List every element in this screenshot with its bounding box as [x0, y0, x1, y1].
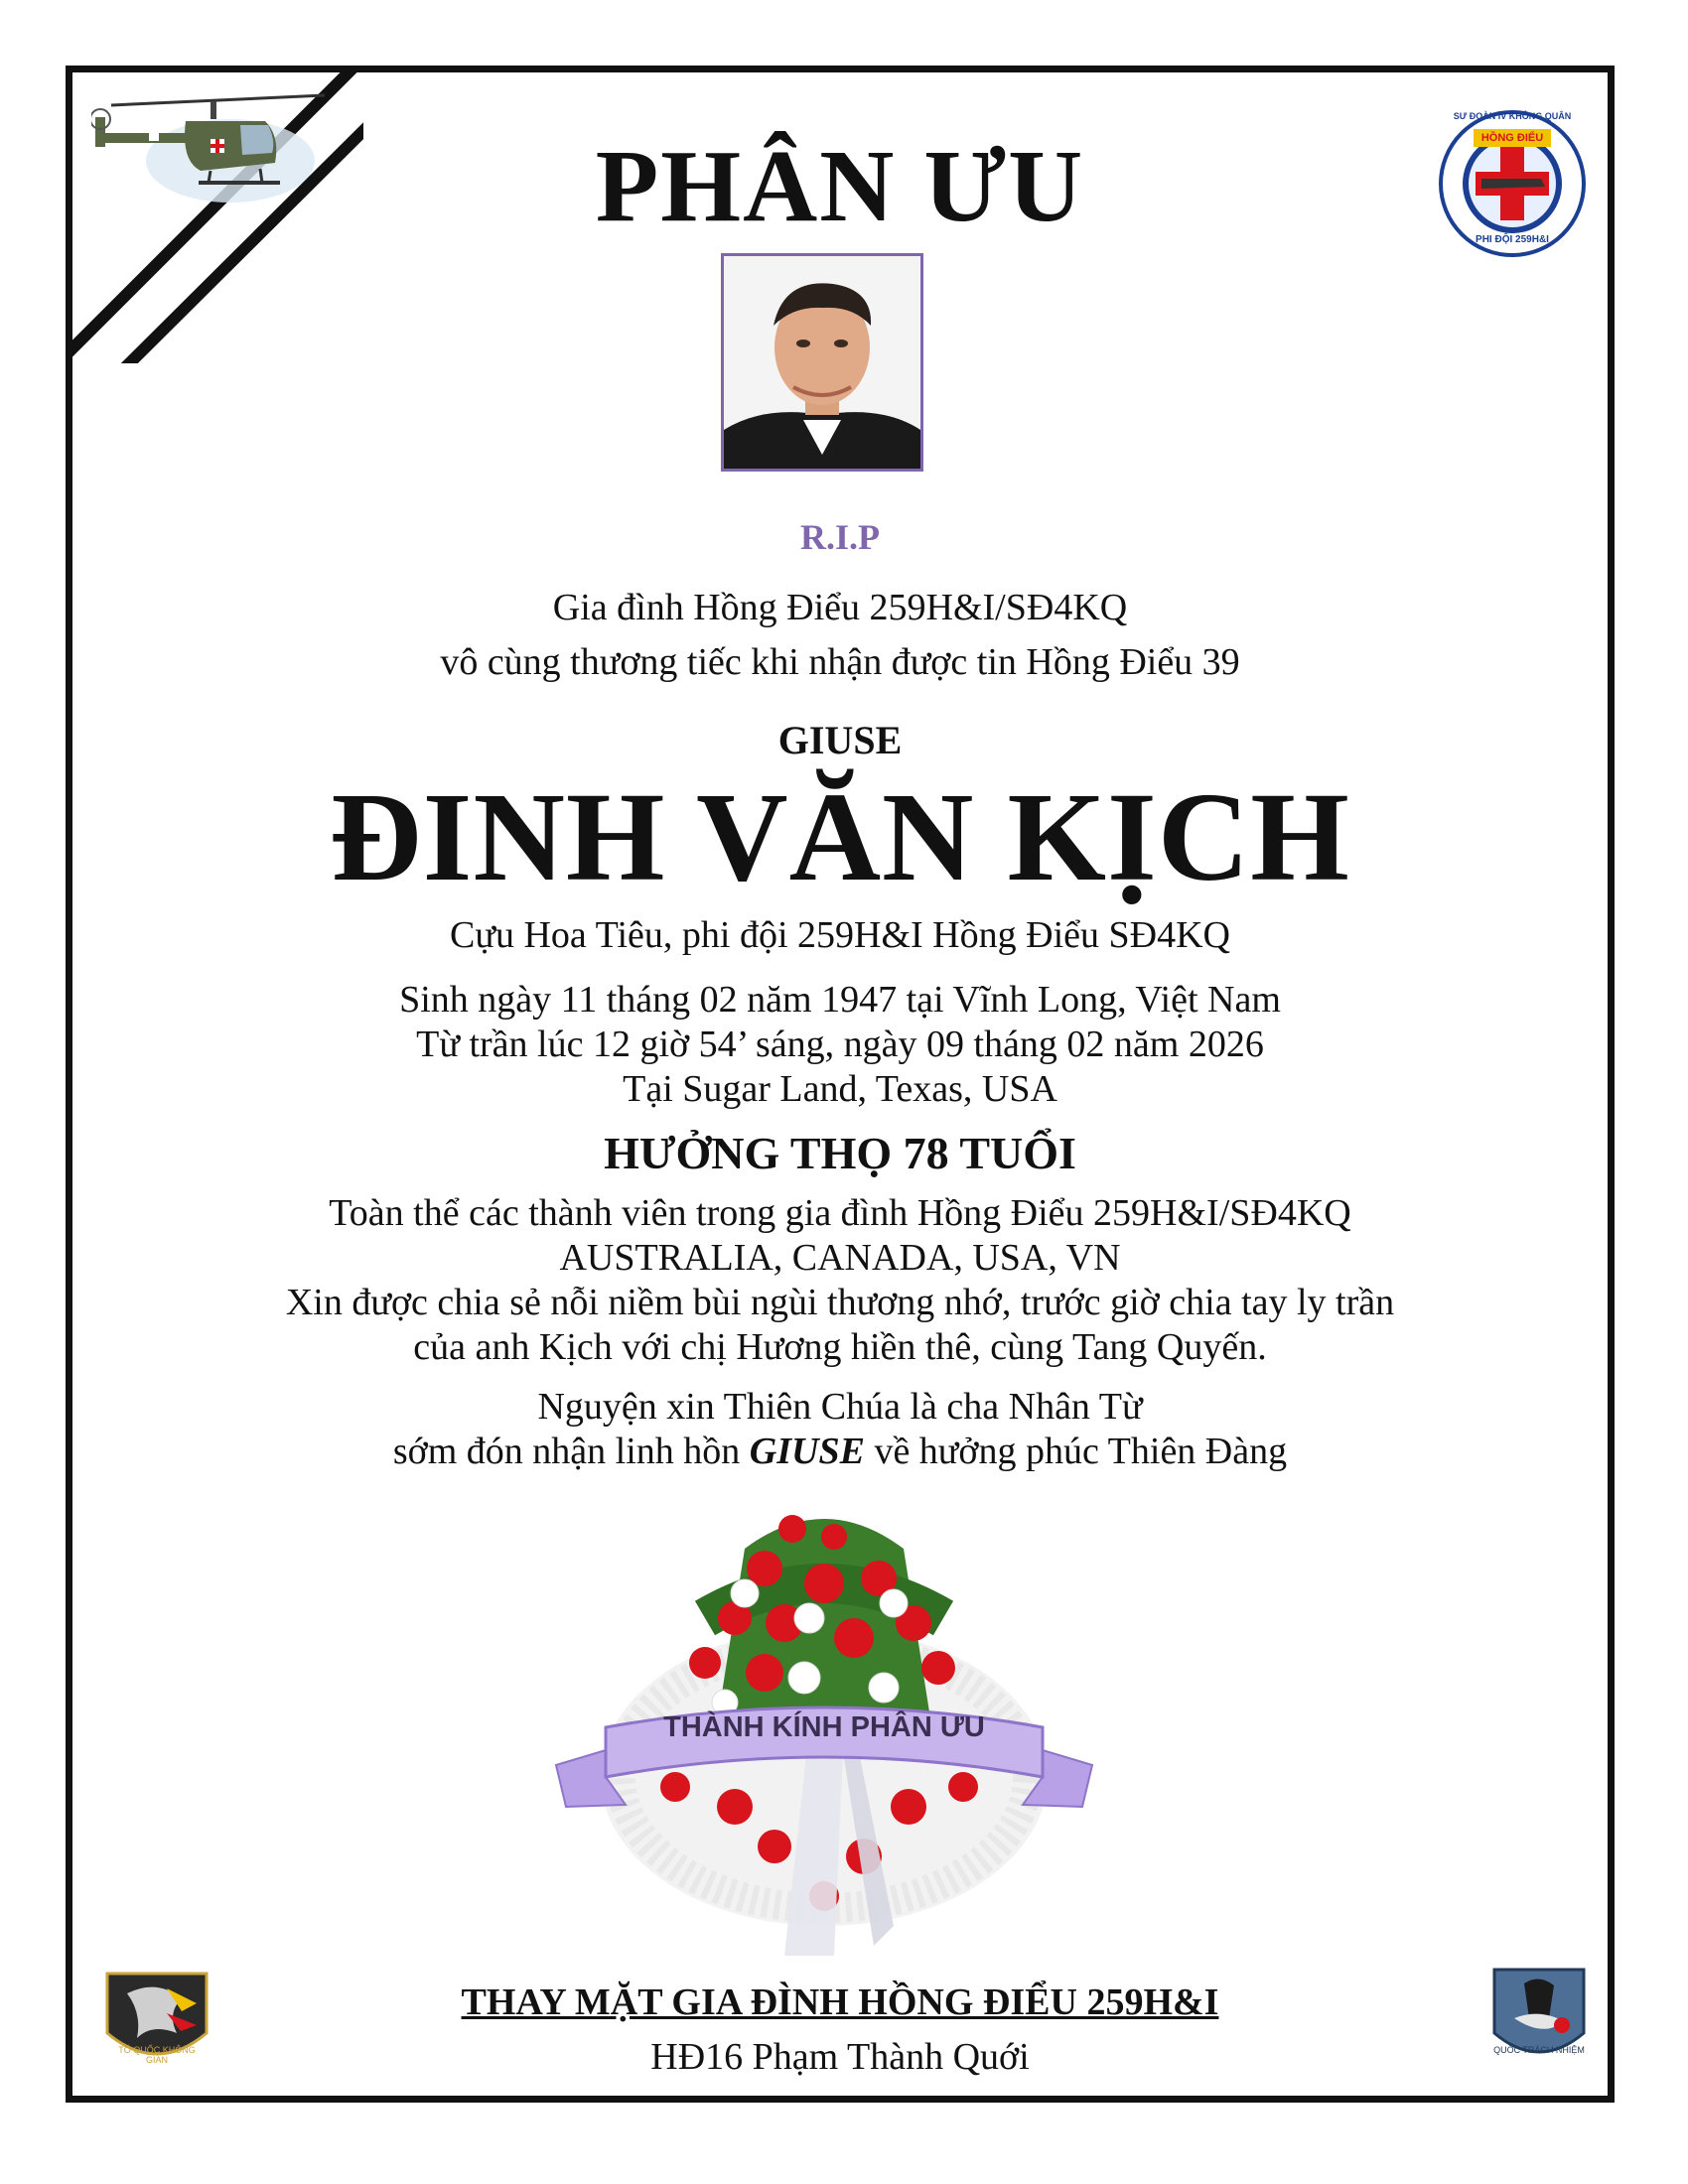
- ribbon-text: THÀNH KÍNH PHÂN ƯU: [663, 1711, 985, 1743]
- rip-label: R.I.P: [800, 517, 880, 557]
- bottom-right-badge-text: QUỐC TRÁCH NHIỆM: [1493, 2045, 1585, 2055]
- saint-name: GIUSE: [777, 718, 903, 762]
- prayer-line-2-pre: sớm đón nhận linh hồn: [392, 1431, 750, 1472]
- emblem-ring-bottom: PHI ĐỘI 259H&I: [1476, 234, 1549, 245]
- death-place: Tại Sugar Land, Texas, USA: [623, 1068, 1057, 1110]
- message-line-1: Toàn thể các thành viên trong gia đình Hồng Điểu 259H&I/SĐ4KQ: [329, 1192, 1351, 1234]
- deceased-role: Cựu Hoa Tiêu, phi đội 259H&I Hồng Điểu SĐ4KQ: [450, 914, 1230, 956]
- message-line-3: Xin được chia sẻ nỗi niềm bùi ngùi thương nhớ, trước giờ chia tay ly trần: [285, 1282, 1395, 1323]
- bottom-left-badge-text: TỔ QUỐC KHÔNG GIAN: [118, 2045, 196, 2065]
- prayer-line-2-emphasis: GIUSE: [749, 1431, 865, 1472]
- intro-line-1: Gia đình Hồng Điểu 259H&I/SĐ4KQ: [552, 587, 1128, 628]
- message-line-4: của anh Kịch với chị Hương hiền thê, cùng Tang Quyến.: [413, 1326, 1267, 1368]
- page-title: PHÂN ƯU: [595, 129, 1085, 243]
- signer-line: HĐ16 Phạm Thành Quới: [650, 2036, 1030, 2078]
- funeral-wreath: [536, 1489, 1112, 1966]
- prayer-line-2-post: về hưởng phúc Thiên Đàng: [864, 1431, 1288, 1472]
- on-behalf-line: THAY MẶT GIA ĐÌNH HỒNG ĐIỂU 259H&I: [461, 1981, 1219, 2023]
- emblem-ring-top: SƯ ĐOÀN IV KHÔNG QUÂN: [1453, 111, 1572, 121]
- prayer-line-2: [66, 1430, 1615, 1475]
- prayer-line-1: Nguyện xin Thiên Chúa là cha Nhân Từ: [537, 1386, 1143, 1428]
- birth-info: Sinh ngày 11 tháng 02 năm 1947 tại Vĩnh Long, Việt Nam: [399, 979, 1281, 1021]
- intro-line-2: vô cùng thương tiếc khi nhận được tin Hồng Điểu 39: [440, 641, 1240, 683]
- emblem-banner-text: HỒNG ĐIỂU: [1480, 132, 1544, 144]
- deceased-name: ĐINH VĂN KỊCH: [330, 766, 1350, 907]
- message-line-2: AUSTRALIA, CANADA, USA, VN: [559, 1237, 1121, 1279]
- age-line: HƯỞNG THỌ 78 TUỔI: [604, 1128, 1076, 1178]
- portrait-photo: [721, 253, 923, 472]
- death-info: Từ trần lúc 12 giờ 54’ sáng, ngày 09 tháng 02 năm 2026: [416, 1024, 1264, 1065]
